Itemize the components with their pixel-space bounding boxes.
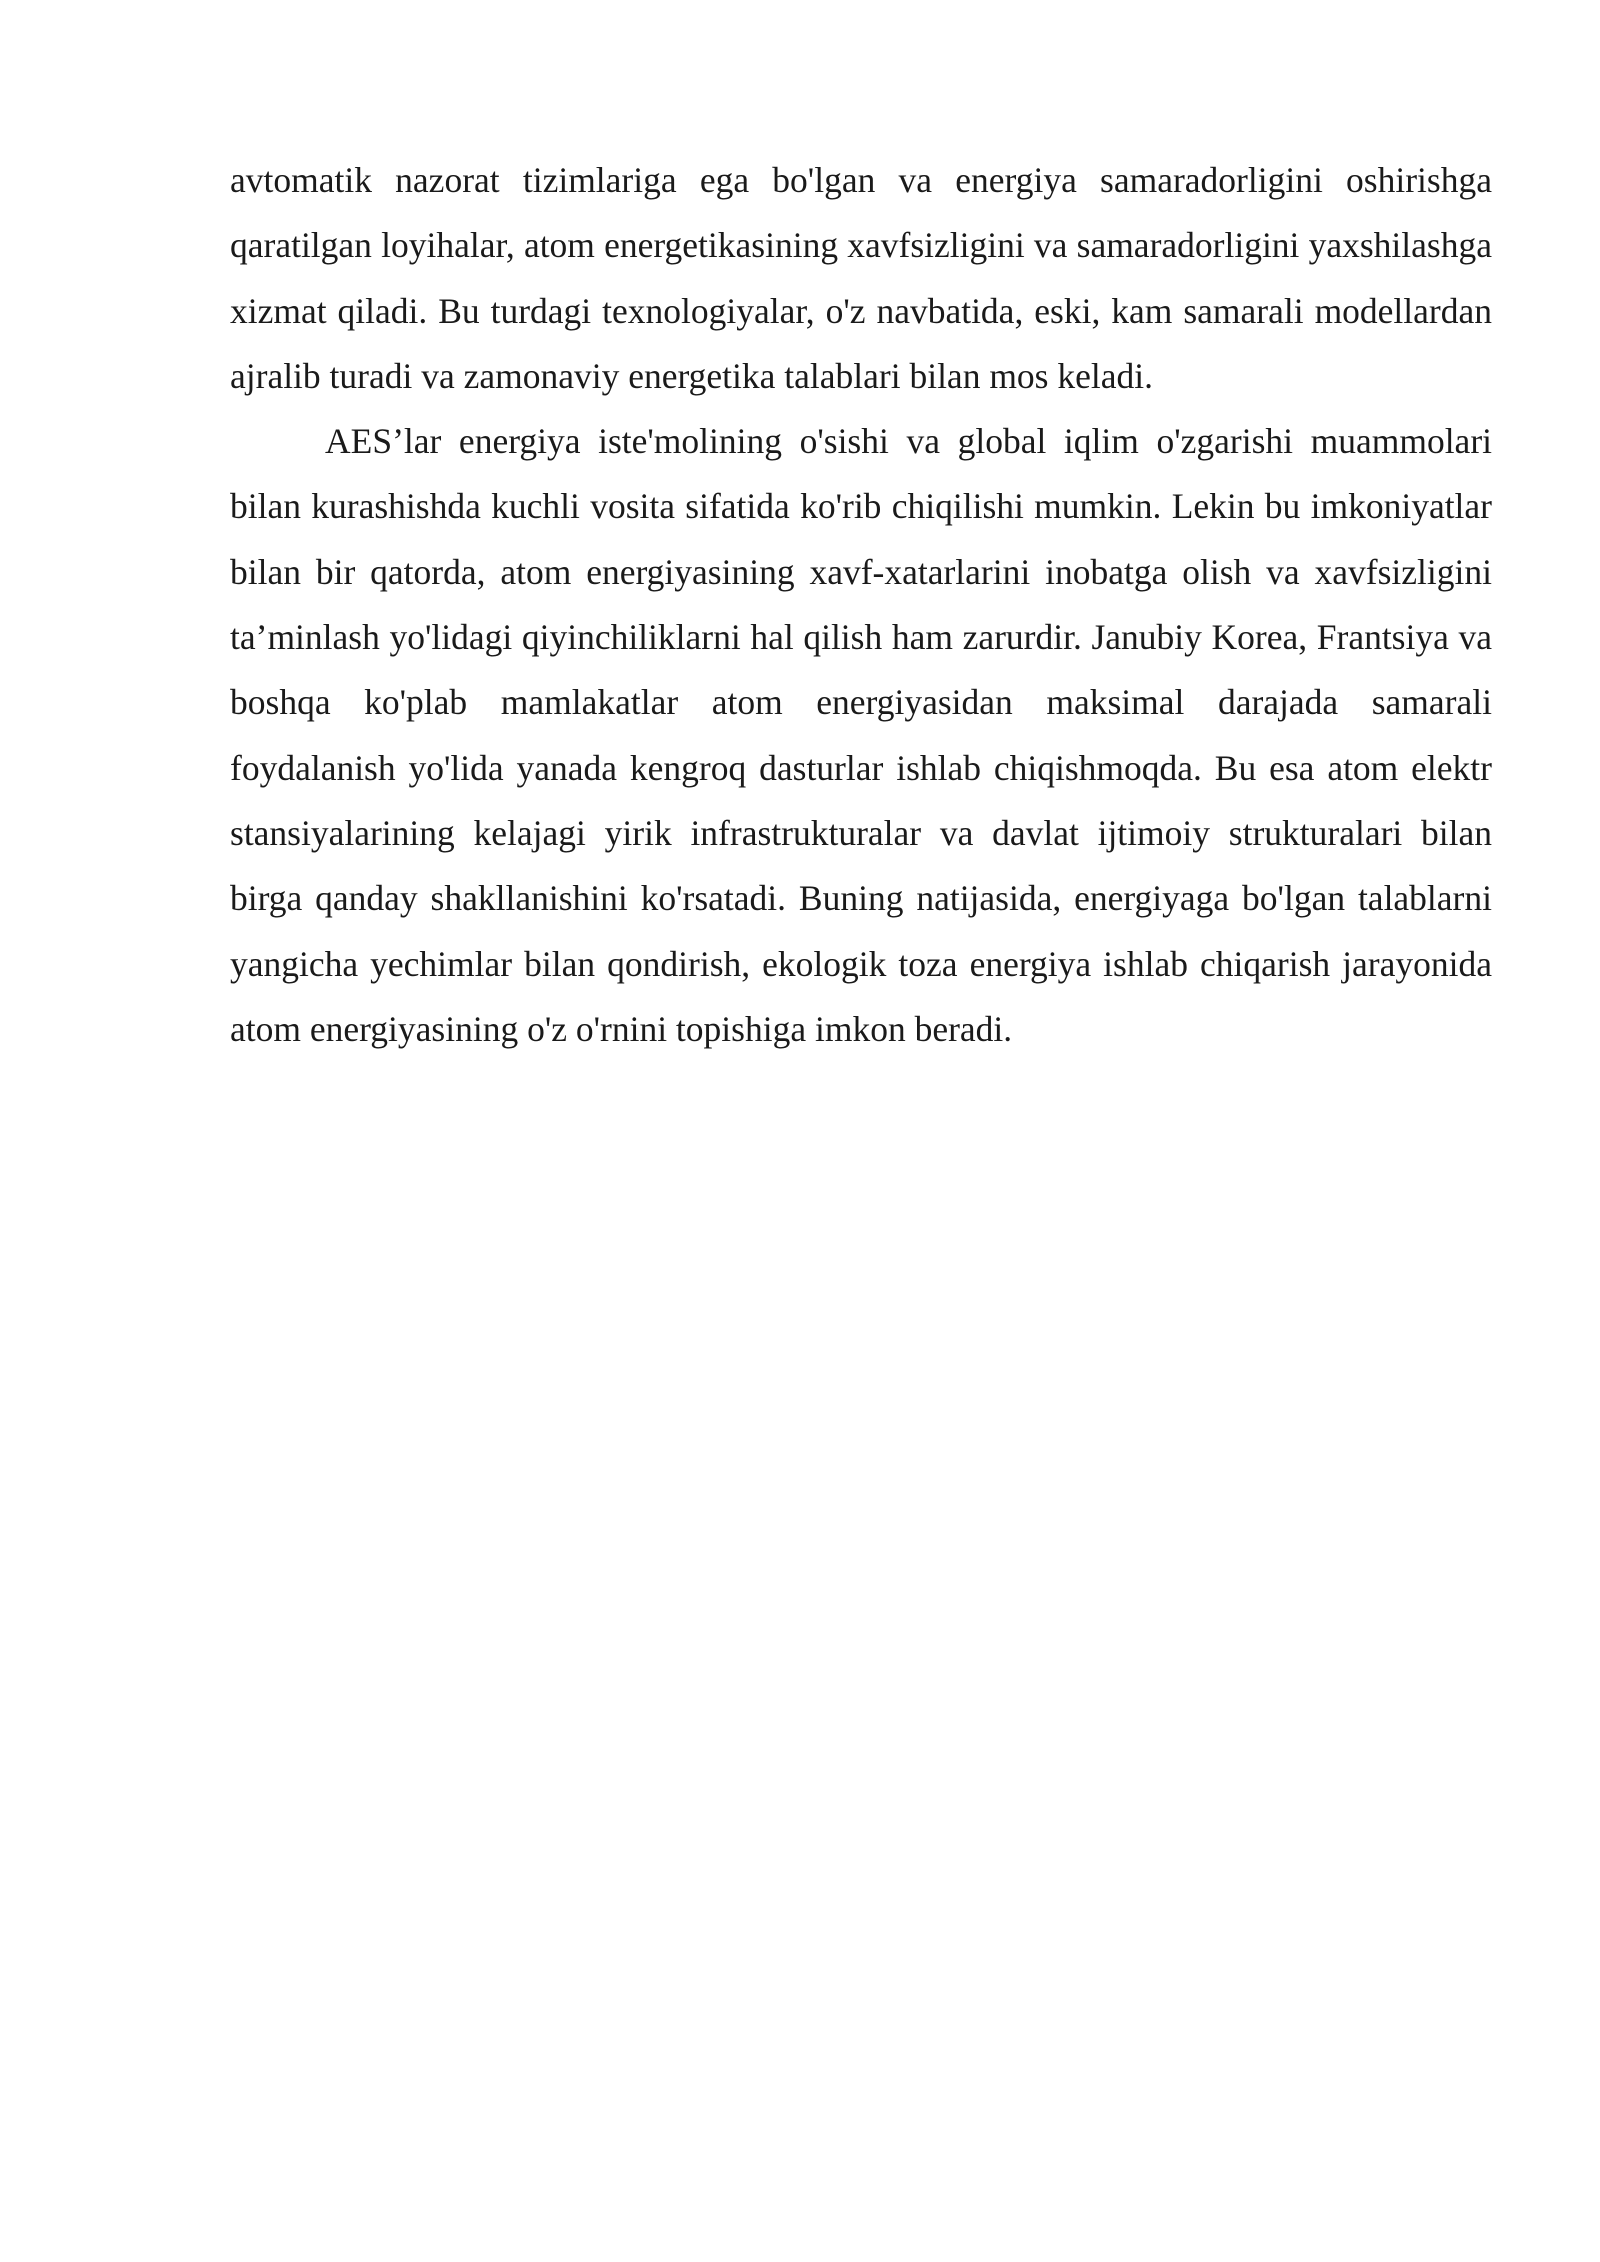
- document-body: [230, 148, 1492, 1062]
- paragraph-continuation: avtomatik nazorat tizimlariga ega bo'lgan va energiya samaradorligini oshirishga qaratilgan loyihalar, atom energetikasining xavfsizligini va samaradorligini yaxshilashga xizmat qiladi. Bu turdagi texnologiyalar, o'z navbatida, eski, kam samarali modellardan ajralib turadi va zamonaviy energetika talablari bilan mos keladi.: [230, 160, 1492, 396]
- paragraph-aes: AES’lar energiya iste'molining o'sishi va global iqlim o'zgarishi muammolari bilan kurashishda kuchli vosita sifatida ko'rib chiqilishi mumkin. Lekin bu imkoniyatlar bilan bir qatorda, atom energiyasining xavf-xatarlarini inobatga olish va xavfsizligini ta’minlash yo'lidagi qiyinchiliklarni hal qilish ham zarurdir. Janubiy Korea, Frantsiya va boshqa ko'plab mamlakatlar atom energiyasidan maksimal darajada samarali foydalanish yo'lida yanada kengroq dasturlar ishlab chiqishmoqda. Bu esa atom elektr stansiyalarining kelajagi yirik infrastrukturalar va davlat ijtimoiy strukturalari bilan birga qanday shakllanishini ko'rsatadi. Buning natijasida, energiyaga bo'lgan talablarni yangicha yechimlar bilan qondirish, ekologik toza energiya ishlab chiqarish jarayonida atom energiyasining o'z o'rnini topishiga imkon beradi.: [230, 421, 1492, 1049]
